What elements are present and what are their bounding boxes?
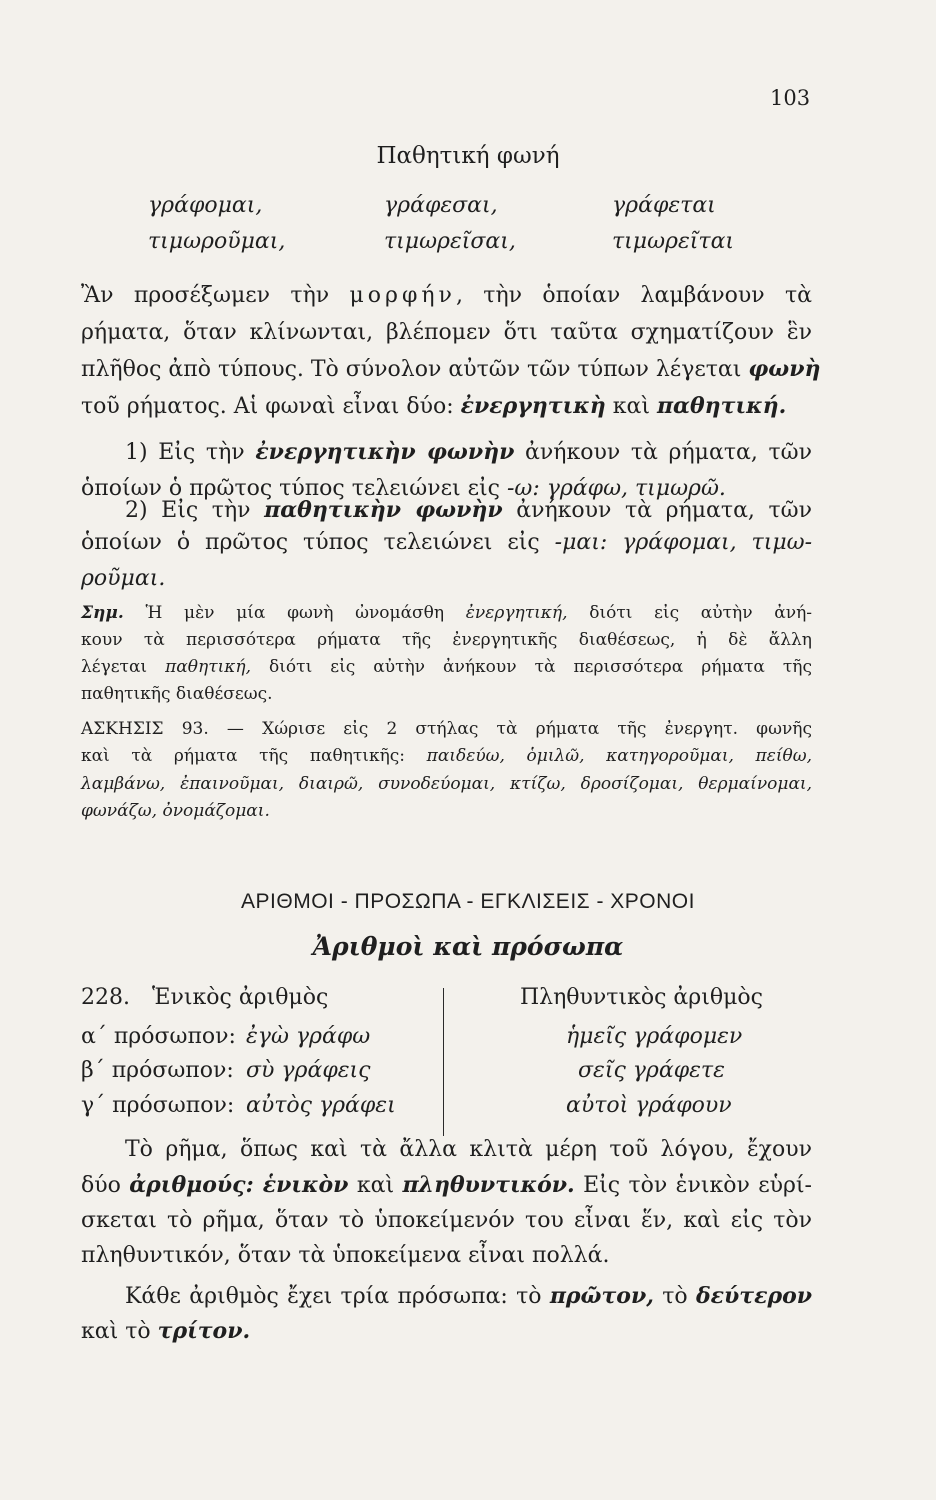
paragraph-line: πληθυντικόν, ὅταν τὰ ὑποκείμενα εἶναι πολλά. xyxy=(81,1243,610,1268)
subsection-heading: Ἀριθμοὶ καὶ πρόσωπα xyxy=(312,932,624,961)
note-line: παθητικῆς διαθέσεως. xyxy=(81,684,273,704)
conj-cell: γράφεσαι, xyxy=(384,193,498,218)
singular-form: σὺ γράφεις xyxy=(246,1058,371,1083)
plural-form: ἡμεῖς γράφομεν xyxy=(566,1024,743,1049)
term: παθητική. xyxy=(656,393,787,419)
paragraph-line: πλῆθος ἀπὸ τύπους. Τὸ σύνολον αὐτῶν τῶν τύπων λέγεται φωνὴ xyxy=(81,356,821,382)
paragraph-line: Τὸ ρῆμα, ὅπως καὶ τὰ ἄλλα κλιτὰ μέρη τοῦ λόγου, ἔχουν xyxy=(125,1137,812,1162)
term: πρῶτον, xyxy=(549,1283,654,1309)
exercise-line: λαμβάνω, ἐπαινοῦμαι, διαιρῶ, συνοδεύομαι, κτίζω, δροσίζομαι, θερμαίνομαι, xyxy=(81,774,812,794)
paragraph-line: καὶ τὸ τρίτον. xyxy=(81,1318,251,1344)
paragraph-line: ρήματα, ὅταν κλίνωνται, βλέπομεν ὅτι ταῦτα σχηματίζουν ἓν xyxy=(81,320,812,345)
paragraph-line: δύο ἀριθμούς: ἑνικὸν καὶ πληθυντικόν. Εἰς τὸν ἑνικὸν εὑρί- xyxy=(81,1172,812,1198)
term: ἐνεργητικὴ xyxy=(460,393,606,419)
paragraph-line: ὁποίων ὁ πρῶτος τύπος τελειώνει εἰς -ω: γράφω, τιμωρῶ. xyxy=(81,476,726,501)
conj-cell: γράφεται xyxy=(612,193,716,218)
paragraph-line: 1) Εἰς τὴν ἐνεργητικὴν φωνὴν ἀνήκουν τὰ ρήματα, τῶν xyxy=(125,439,812,465)
example: -ω: γράφω, τιμωρῶ. xyxy=(506,476,726,501)
term: ἀριθμούς: ἑνικὸν xyxy=(129,1172,349,1198)
plural-form: αὐτοὶ γράφουν xyxy=(566,1093,732,1118)
paragraph-line: τοῦ ρήματος. Αἱ φωναὶ εἶναι δύο: ἐνεργητικὴ καὶ παθητική. xyxy=(81,393,787,419)
paragraph-line: Κάθε ἀριθμὸς ἔχει τρία πρόσωπα: τὸ πρῶτον, τὸ δεύτερον xyxy=(125,1283,813,1309)
term: παθητικὴν φωνὴν xyxy=(264,497,503,523)
paragraph-number: 228. xyxy=(81,985,130,1010)
emphasis: μορφήν xyxy=(349,283,456,308)
conj-cell: τιμωροῦμαι, xyxy=(148,229,286,254)
section-title: Παθητική φωνή xyxy=(376,143,560,169)
plural-form: σεῖς γράφετε xyxy=(578,1058,725,1083)
paragraph-line: 2) Εἰς τὴν παθητικὴν φωνὴν ἀνήκουν τὰ ρήματα, τῶν xyxy=(125,497,812,523)
note-line: Σημ. Ἡ μὲν μία φωνὴ ὠνομάσθη ἐνεργητική, διότι εἰς αὐτὴν ἀνή- xyxy=(81,603,812,623)
chapter-heading: ΑΡΙΘΜΟΙ - ΠΡΟΣΩΠΑ - ΕΓΚΛΙΣΕΙΣ - ΧΡΟΝΟΙ xyxy=(241,890,695,913)
person-label: β΄ πρόσωπον: xyxy=(81,1058,234,1083)
example: -μαι: γράφομαι, τιμω- xyxy=(554,530,812,555)
table-divider xyxy=(443,988,444,1136)
term: πληθυντικόν. xyxy=(402,1172,575,1198)
person-label: α΄ πρόσωπον: xyxy=(81,1024,236,1049)
singular-header: Ἑνικὸς ἀριθμὸς xyxy=(152,985,329,1010)
exercise-line: καὶ τὰ ρήματα τῆς παθητικῆς: παιδεύω, ὁμιλῶ, κατηγοροῦμαι, πείθω, xyxy=(81,746,812,766)
note-line: κουν τὰ περισσότερα ρήματα τῆς ἐνεργητικῆς διαθέσεως, ἡ δὲ ἄλλη xyxy=(81,630,812,650)
term: δεύτερον xyxy=(695,1283,813,1309)
paragraph-line: ὁποίων ὁ πρῶτος τύπος τελειώνει εἰς -μαι: γράφομαι, τιμω- xyxy=(81,530,812,555)
exercise-line: φωνάζω, ὀνομάζομαι. xyxy=(81,801,270,821)
term: φωνὴ xyxy=(748,356,821,382)
conj-cell: τιμωρεῖσαι, xyxy=(384,229,516,254)
paragraph-line: ροῦμαι. xyxy=(81,566,166,591)
paragraph-line: Ἂν προσέξωμεν τὴν μορφήν, τὴν ὁποίαν λαμβάνουν τὰ xyxy=(81,283,812,308)
conj-cell: τιμωρεῖται xyxy=(612,229,735,254)
exercise-line: ΑΣΚΗΣΙΣ 93. — Χώρισε εἰς 2 στήλας τὰ ρήματα τῆς ἐνεργητ. φωνῆς xyxy=(81,719,812,739)
plural-header: Πληθυντικὸς ἀριθμὸς xyxy=(520,985,763,1010)
term: τρίτον. xyxy=(157,1318,251,1344)
paragraph-line: σκεται τὸ ρῆμα, ὅταν τὸ ὑποκείμενόν του εἶναι ἕν, καὶ εἰς τὸν xyxy=(81,1208,812,1233)
note-line: λέγεται παθητική, διότι εἰς αὐτὴν ἀνήκουν τὰ περισσότερα ρήματα τῆς xyxy=(81,657,812,677)
term: ἐνεργητικὴν φωνὴν xyxy=(255,439,515,465)
singular-form: ἐγὼ γράφω xyxy=(246,1024,371,1049)
page-number: 103 xyxy=(770,86,811,110)
singular-form: αὐτὸς γράφει xyxy=(246,1093,396,1118)
conj-cell: γράφομαι, xyxy=(148,193,263,218)
person-label: γ΄ πρόσωπον: xyxy=(81,1093,235,1118)
